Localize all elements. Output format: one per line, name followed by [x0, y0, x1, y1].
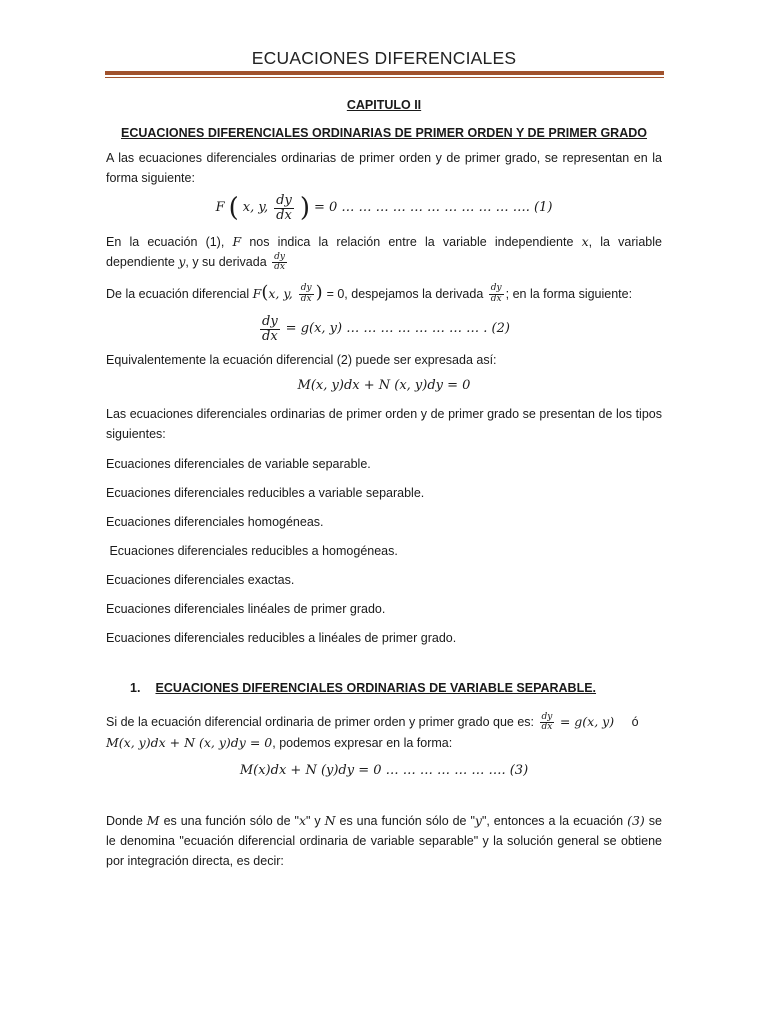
chapter-label: CAPITULO II: [346, 98, 422, 112]
list-item: Ecuaciones diferenciales de variable separable.: [106, 457, 371, 472]
s1p2-d: es una función sólo de ": [339, 813, 475, 828]
p3-deriv-num: dy: [300, 283, 312, 294]
header-rule-thin: [105, 77, 664, 78]
chapter-title: ECUACIONES DIFERENCIALES ORDINARIAS DE PRIMER ORDEN Y DE PRIMER GRADO: [121, 126, 647, 140]
eq1-close-paren: ): [299, 193, 310, 224]
s1p2-N: N: [324, 812, 336, 828]
p3-deriv-den: dx: [300, 293, 312, 304]
s1p1-derivative: [540, 713, 555, 733]
eq1-num: dy: [276, 193, 292, 208]
s1p1-deriv-num: dy: [541, 712, 553, 723]
p3-part-b: = 0, despejamos la derivada: [326, 286, 484, 301]
p2-part-a: En la ecuación (1),: [106, 235, 225, 249]
list-item: Ecuaciones diferenciales linéales de primer grado.: [106, 602, 386, 617]
s1p2-e: ", entonces a la ecuación: [481, 813, 624, 828]
list-item: Ecuaciones diferenciales reducibles a linéales de primer grado.: [106, 631, 457, 646]
page-header-title: ECUACIONES DIFERENCIALES: [251, 48, 517, 68]
p3-close-paren: ): [315, 281, 323, 303]
p3-open-paren: (: [261, 281, 269, 303]
section-1-title: ECUACIONES DIFERENCIALES ORDINARIAS DE VARIABLE SEPARABLE.: [155, 681, 597, 696]
section-1-paragraph-1: [106, 712, 662, 753]
p3-args: x, y,: [268, 285, 293, 301]
s1p2-ref: (3): [627, 812, 645, 828]
p2-part-d: , y su derivada: [185, 255, 267, 269]
s1p1-part-b: , podemos expresar en la forma:: [272, 735, 453, 750]
list-item: Ecuaciones diferenciales exactas.: [106, 573, 295, 588]
types-list: [106, 454, 662, 648]
list-item: Ecuaciones diferenciales reducibles a homogéneas.: [106, 544, 398, 559]
eq2-derivative: [260, 315, 280, 343]
s1p2-x: x: [298, 812, 307, 828]
p2-deriv-den: dx: [274, 262, 285, 273]
p2-deriv-num: dy: [274, 251, 286, 262]
section-1-heading: [106, 678, 662, 698]
intro-paragraph-2: [106, 232, 662, 273]
p3-F: F: [252, 285, 262, 301]
equation-2: [106, 312, 662, 342]
p3-derivative-2: [489, 284, 504, 304]
s1p2-M: M: [146, 812, 160, 828]
p3-deriv2-den: dx: [490, 293, 502, 304]
list-item: Ecuaciones diferenciales reducibles a variable separable.: [106, 486, 425, 501]
eq1-den: dx: [276, 207, 292, 223]
p3-part-a: De la ecuación diferencial: [106, 286, 250, 301]
eq2-den: dx: [262, 328, 278, 344]
section-1-number: 1.: [130, 681, 141, 696]
s1p1-or: ó: [631, 715, 639, 730]
p3-derivative: [299, 284, 314, 304]
s1p2-y: y: [474, 812, 482, 828]
p2-part-b: nos indica la relación entre la variable independiente: [249, 235, 574, 249]
s1p2-b: es una función sólo de ": [163, 813, 299, 828]
eq2-rhs: = g(x, y) … … … … … … … … . (2): [285, 321, 510, 337]
intro-paragraph-1: A las ecuaciones diferenciales ordinarias de primer orden y de primer grado, se representan en la forma siguiente:: [106, 151, 662, 185]
eq1-rhs: = 0 … … … … … … … … … … …. (1): [313, 200, 553, 216]
p3-part-c: ; en la forma siguiente:: [505, 286, 633, 301]
s1p2-a: Donde: [106, 813, 143, 828]
eq1-function: F: [215, 200, 225, 216]
p3-deriv2-num: dy: [490, 283, 502, 294]
s1p2-c: " y: [306, 813, 321, 828]
intro-paragraph-3: [106, 283, 662, 305]
s1p1-eq2: M(x, y)dx + N (x, y)dy = 0: [106, 734, 273, 750]
header-rule-thick: [105, 71, 664, 75]
p3-function: [252, 281, 327, 304]
intro-paragraph-4: Equivalentemente la ecuación diferencial (2) puede ser expresada así:: [106, 353, 497, 368]
p2-derivative: [272, 253, 287, 273]
equation-4: M(x)dx + N (y)dy = 0 … … … … … … …. (3): [239, 762, 529, 778]
document-body: [106, 96, 662, 871]
intro-paragraph-5: Las ecuaciones diferenciales ordinarias de primer orden y de primer grado se presentan de los tipos siguientes:: [106, 407, 662, 442]
s1p1-eq: = g(x, y): [559, 714, 615, 730]
p2-part-c: , la variable dependiente: [106, 235, 662, 269]
s1p2-f: se le denomina "ecuación diferencial ordinaria de variable separable" y la solución general se obtiene por integración directa, es decir:: [106, 813, 662, 868]
list-item: Ecuaciones diferenciales homogéneas.: [106, 515, 324, 530]
p2-var-y: y: [178, 254, 186, 269]
section-1-paragraph-2: [106, 811, 662, 871]
eq1-derivative: [274, 194, 294, 222]
equation-3: M(x, y)dx + N (x, y)dy = 0: [297, 378, 471, 394]
p2-var-F: F: [232, 234, 242, 249]
s1p1-deriv-den: dx: [541, 722, 553, 733]
eq1-args: x, y,: [242, 200, 269, 216]
s1p1-part-a: Si de la ecuación diferencial ordinaria de primer orden y primer grado que es:: [106, 715, 535, 730]
eq1-open-paren: (: [228, 193, 239, 224]
equation-1: [106, 194, 662, 224]
eq2-num: dy: [262, 314, 278, 330]
p2-var-x: x: [581, 234, 589, 249]
